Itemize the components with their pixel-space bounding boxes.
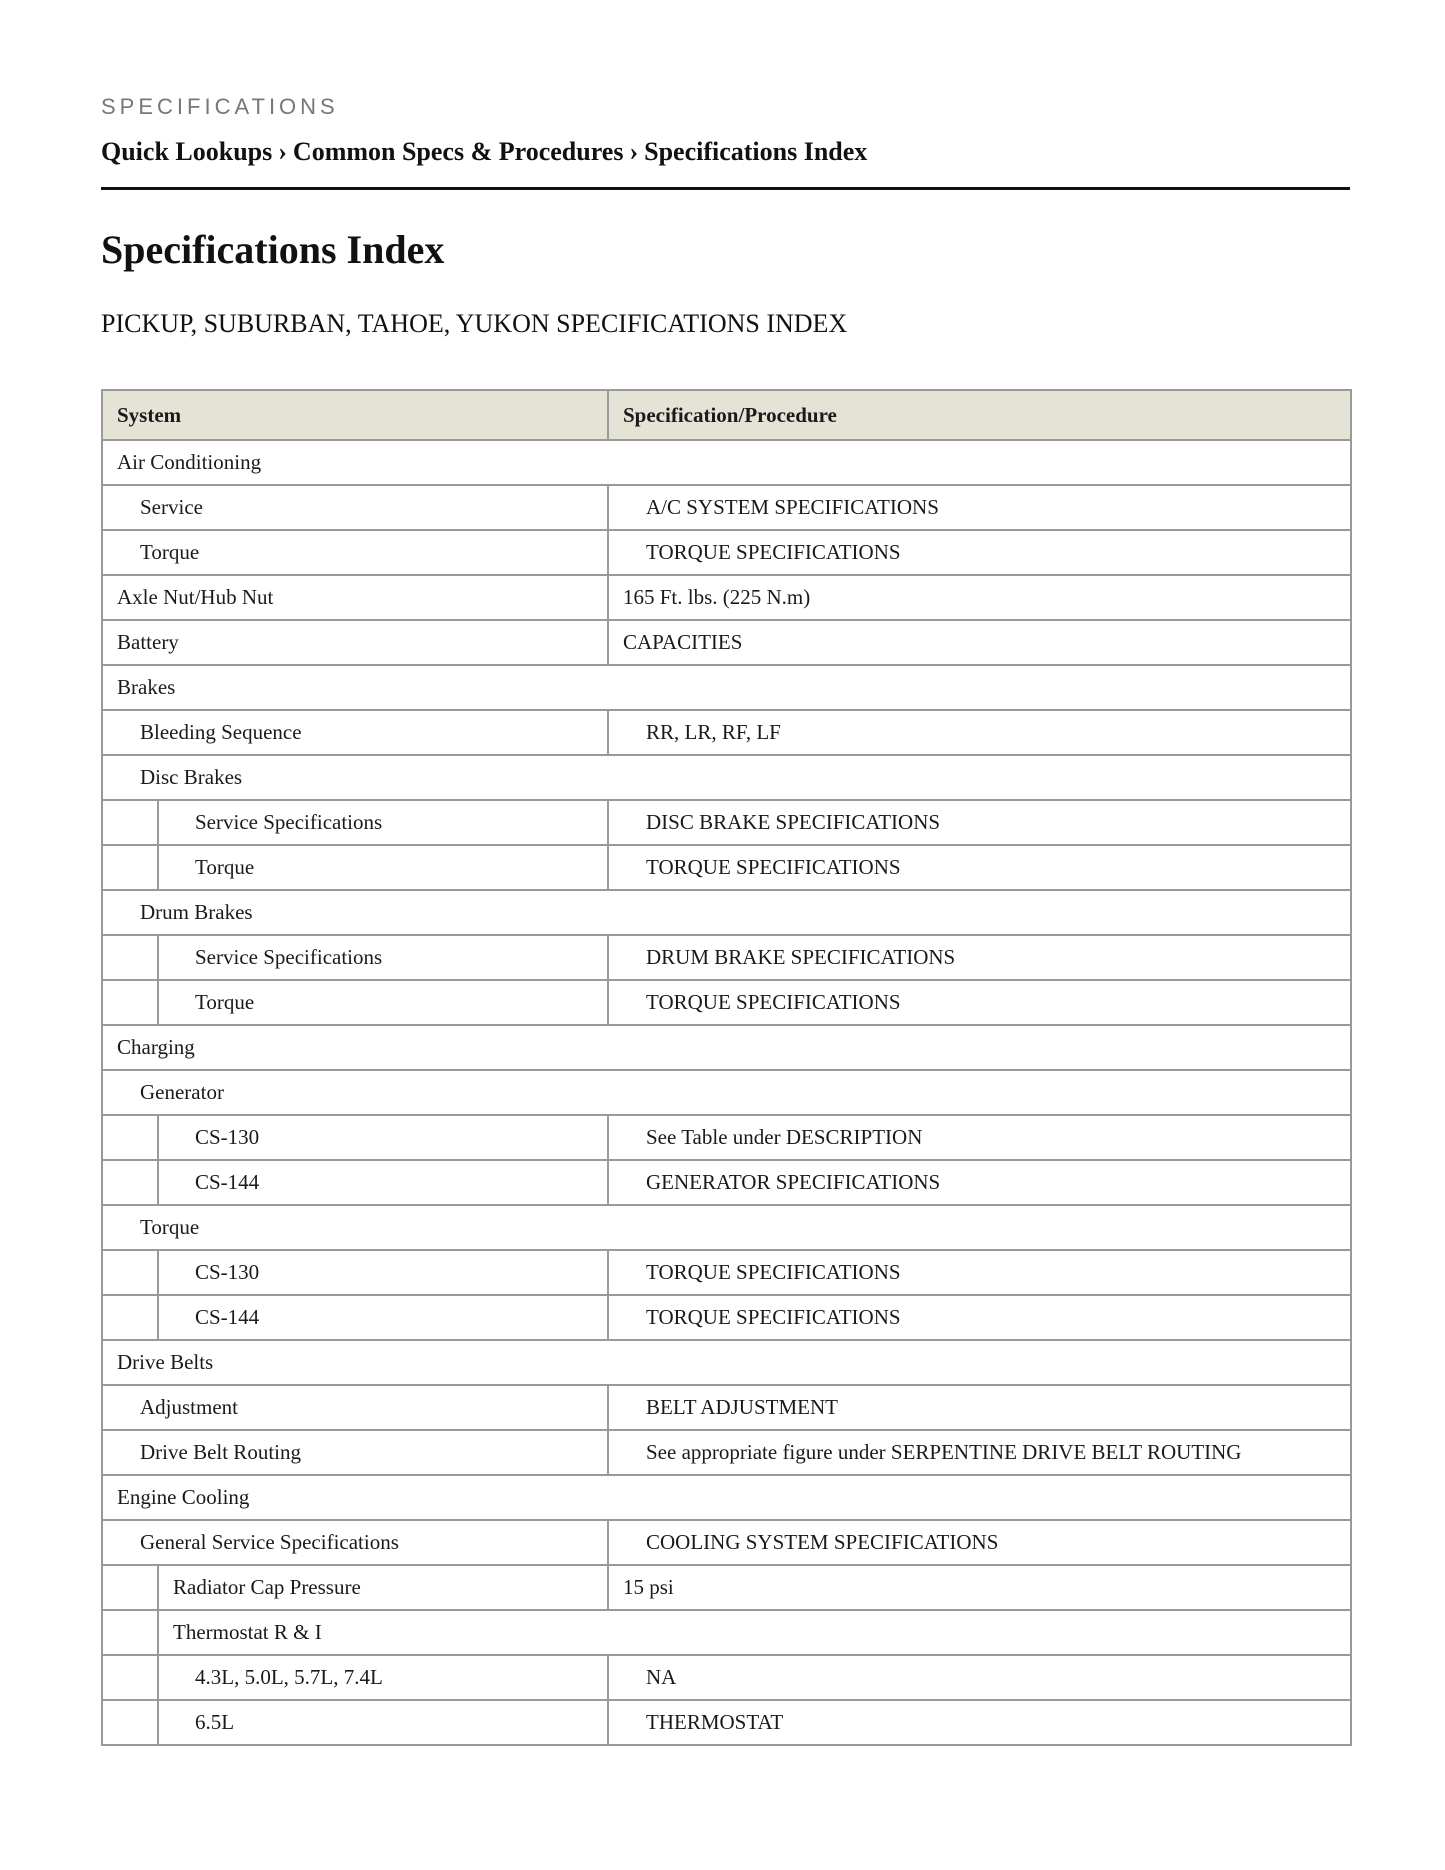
category-cell bbox=[102, 665, 1351, 710]
table-row bbox=[102, 935, 1351, 980]
indent-divider bbox=[157, 846, 159, 889]
table-row bbox=[102, 665, 1351, 710]
section-label: SPECIFICATIONS bbox=[101, 94, 339, 119]
system-label: Charging bbox=[117, 1035, 195, 1059]
header-divider bbox=[101, 187, 1350, 190]
system-label: CS-130 bbox=[195, 1260, 260, 1284]
indent-divider bbox=[157, 1701, 159, 1744]
indent-divider bbox=[157, 1251, 159, 1294]
system-cell bbox=[102, 1160, 608, 1205]
table-row bbox=[102, 1385, 1351, 1430]
subcategory-cell bbox=[102, 1205, 1351, 1250]
breadcrumb-separator: › bbox=[278, 137, 287, 166]
system-cell bbox=[102, 1385, 608, 1430]
system-cell bbox=[102, 800, 608, 845]
system-cell bbox=[102, 935, 608, 980]
spec-link[interactable]: THERMOSTAT bbox=[608, 1700, 1351, 1745]
column-header-system: System bbox=[102, 390, 608, 440]
spec-link[interactable]: TORQUE SPECIFICATIONS bbox=[608, 980, 1351, 1025]
table-row bbox=[102, 485, 1351, 530]
system-label: Battery bbox=[117, 630, 179, 654]
indent-divider bbox=[157, 801, 159, 844]
system-label: 6.5L bbox=[195, 1710, 235, 1734]
system-label: Torque bbox=[195, 990, 255, 1014]
breadcrumb-quick-lookups[interactable]: Quick Lookups bbox=[101, 137, 273, 166]
table-row bbox=[102, 1475, 1351, 1520]
system-label: CS-144 bbox=[195, 1305, 260, 1329]
table-row bbox=[102, 1025, 1351, 1070]
system-cell bbox=[102, 1565, 608, 1610]
table-row bbox=[102, 1610, 1351, 1655]
system-label: Service Specifications bbox=[195, 945, 383, 969]
table-row bbox=[102, 980, 1351, 1025]
spec-link[interactable]: A/C SYSTEM SPECIFICATIONS bbox=[608, 485, 1351, 530]
spec-value: 165 Ft. lbs. (225 N.m) bbox=[608, 575, 1351, 620]
column-header-specification: Specification/Procedure bbox=[608, 390, 1351, 440]
system-cell bbox=[102, 710, 608, 755]
spec-value: 15 psi bbox=[608, 1565, 1351, 1610]
indent-divider bbox=[157, 1611, 159, 1654]
table-row bbox=[102, 1205, 1351, 1250]
system-label: Drive Belt Routing bbox=[140, 1440, 301, 1464]
indent-divider bbox=[157, 1161, 159, 1204]
system-label: Adjustment bbox=[140, 1395, 238, 1419]
system-cell bbox=[102, 1430, 608, 1475]
system-cell bbox=[102, 1520, 608, 1565]
system-label: Torque bbox=[140, 1215, 200, 1239]
indent-divider bbox=[157, 1566, 159, 1609]
table-row bbox=[102, 620, 1351, 665]
system-label: 4.3L, 5.0L, 5.7L, 7.4L bbox=[195, 1665, 383, 1689]
spec-link[interactable]: DRUM BRAKE SPECIFICATIONS bbox=[608, 935, 1351, 980]
system-label: Radiator Cap Pressure bbox=[173, 1575, 361, 1599]
system-label: Bleeding Sequence bbox=[140, 720, 302, 744]
system-cell bbox=[102, 530, 608, 575]
spec-value: NA bbox=[608, 1655, 1351, 1700]
spec-link[interactable]: See appropriate figure under SERPENTINE DRIVE BELT ROUTING bbox=[608, 1430, 1351, 1475]
breadcrumb-current-page: Specifications Index bbox=[644, 137, 868, 166]
indent-divider bbox=[157, 1116, 159, 1159]
system-cell bbox=[102, 1700, 608, 1745]
system-cell bbox=[102, 1295, 608, 1340]
spec-link[interactable]: BELT ADJUSTMENT bbox=[608, 1385, 1351, 1430]
specifications-table bbox=[101, 389, 1352, 1746]
system-label: Disc Brakes bbox=[140, 765, 243, 789]
table-row bbox=[102, 530, 1351, 575]
table-row bbox=[102, 890, 1351, 935]
table-row bbox=[102, 1430, 1351, 1475]
table-row bbox=[102, 845, 1351, 890]
table-row bbox=[102, 800, 1351, 845]
system-cell bbox=[102, 485, 608, 530]
page-subtitle: PICKUP, SUBURBAN, TAHOE, YUKON SPECIFICATIONS INDEX bbox=[101, 309, 848, 338]
table-row bbox=[102, 1160, 1351, 1205]
table-row bbox=[102, 1655, 1351, 1700]
page-title: Specifications Index bbox=[101, 227, 445, 272]
table-row bbox=[102, 1565, 1351, 1610]
indent-divider bbox=[157, 1656, 159, 1699]
indent-divider bbox=[157, 1296, 159, 1339]
table-row bbox=[102, 1340, 1351, 1385]
system-label: Service bbox=[140, 495, 203, 519]
system-cell bbox=[102, 845, 608, 890]
system-label: Generator bbox=[140, 1080, 224, 1104]
category-cell bbox=[102, 1475, 1351, 1520]
system-label: Torque bbox=[195, 855, 255, 879]
table-row bbox=[102, 710, 1351, 755]
spec-link[interactable]: DISC BRAKE SPECIFICATIONS bbox=[608, 800, 1351, 845]
system-cell bbox=[102, 1250, 608, 1295]
spec-value: RR, LR, RF, LF bbox=[608, 710, 1351, 755]
spec-link[interactable]: TORQUE SPECIFICATIONS bbox=[608, 845, 1351, 890]
subcategory-cell bbox=[102, 890, 1351, 935]
system-label: Torque bbox=[140, 540, 200, 564]
system-label: Drum Brakes bbox=[140, 900, 253, 924]
table-row bbox=[102, 1070, 1351, 1115]
table-row bbox=[102, 575, 1351, 620]
breadcrumb bbox=[101, 137, 867, 167]
spec-link[interactable]: TORQUE SPECIFICATIONS bbox=[608, 1295, 1351, 1340]
table-row bbox=[102, 1700, 1351, 1745]
system-label: Engine Cooling bbox=[117, 1485, 250, 1509]
category-cell bbox=[102, 1025, 1351, 1070]
system-cell bbox=[102, 1115, 608, 1160]
spec-link[interactable]: TORQUE SPECIFICATIONS bbox=[608, 1250, 1351, 1295]
table-row bbox=[102, 440, 1351, 485]
system-label: Service Specifications bbox=[195, 810, 383, 834]
spec-link[interactable]: TORQUE SPECIFICATIONS bbox=[608, 530, 1351, 575]
table-row bbox=[102, 1115, 1351, 1160]
system-cell bbox=[102, 620, 608, 665]
category-cell bbox=[102, 440, 1351, 485]
indent-divider bbox=[157, 981, 159, 1024]
spec-link[interactable]: GENERATOR SPECIFICATIONS bbox=[608, 1160, 1351, 1205]
subcategory-cell bbox=[102, 1070, 1351, 1115]
system-cell bbox=[102, 980, 608, 1025]
system-label: Drive Belts bbox=[117, 1350, 214, 1374]
table-header-row bbox=[102, 390, 1351, 440]
category-cell bbox=[102, 1340, 1351, 1385]
system-label: Axle Nut/Hub Nut bbox=[117, 585, 274, 609]
system-label: CS-144 bbox=[195, 1170, 260, 1194]
system-label: Brakes bbox=[117, 675, 176, 699]
spec-link[interactable]: COOLING SYSTEM SPECIFICATIONS bbox=[608, 1520, 1351, 1565]
subcategory-cell bbox=[102, 1610, 1351, 1655]
spec-link[interactable]: CAPACITIES bbox=[608, 620, 1351, 665]
system-label: CS-130 bbox=[195, 1125, 260, 1149]
table-row bbox=[102, 1295, 1351, 1340]
system-label: General Service Specifications bbox=[140, 1530, 399, 1554]
system-label: Thermostat R & I bbox=[173, 1620, 322, 1644]
table-row bbox=[102, 755, 1351, 800]
breadcrumb-common-specs[interactable]: Common Specs & Procedures bbox=[292, 137, 624, 166]
indent-divider bbox=[157, 936, 159, 979]
spec-link[interactable]: See Table under DESCRIPTION bbox=[608, 1115, 1351, 1160]
system-cell bbox=[102, 1655, 608, 1700]
system-cell bbox=[102, 575, 608, 620]
table-row bbox=[102, 1250, 1351, 1295]
breadcrumb-separator: › bbox=[629, 137, 639, 166]
table-row bbox=[102, 1520, 1351, 1565]
subcategory-cell bbox=[102, 755, 1351, 800]
system-label: Air Conditioning bbox=[117, 450, 262, 474]
